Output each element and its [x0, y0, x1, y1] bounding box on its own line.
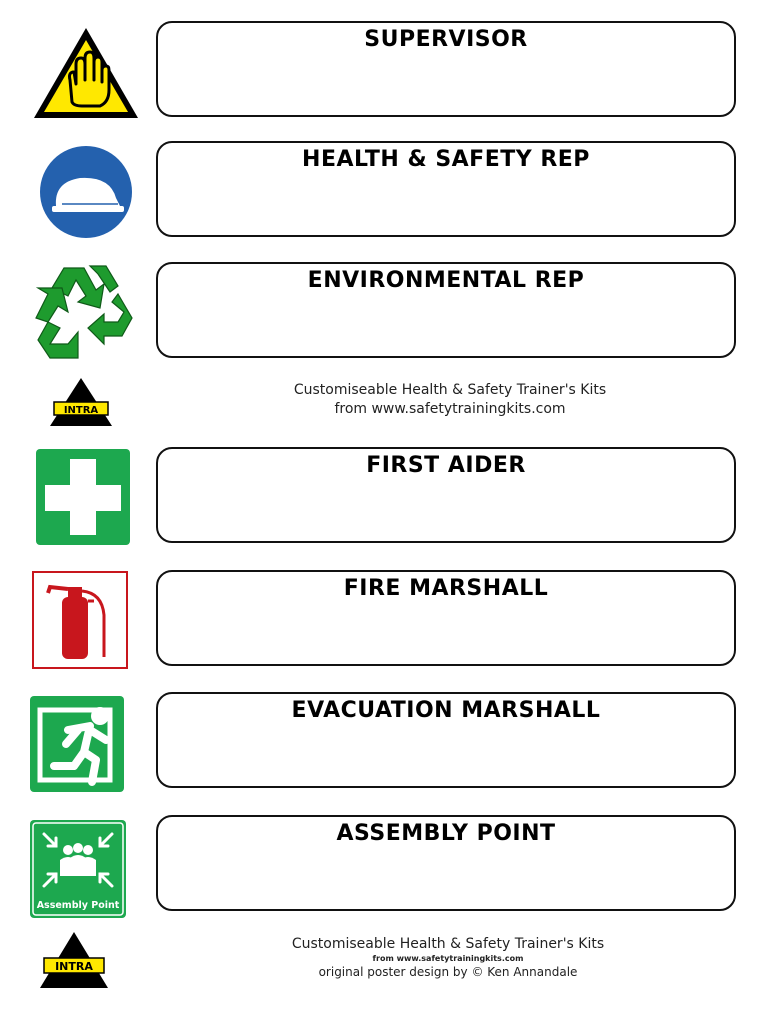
assembly-point-icon: [30, 820, 126, 918]
role-title: ASSEMBLY POINT: [336, 821, 556, 846]
intra-logo-text: INTRA: [55, 960, 93, 973]
credit-line: from www.safetytrainingkits.com: [334, 401, 566, 417]
health-safety-rep-box: [156, 141, 736, 237]
hard-hat-mandatory-icon: [38, 144, 134, 240]
fire-marshall-box: [156, 570, 736, 666]
intra-logo-text: INTRA: [63, 405, 99, 416]
intra-logo-icon: [38, 930, 110, 990]
role-title: FIRST AIDER: [366, 453, 526, 478]
role-title: SUPERVISOR: [364, 27, 528, 52]
intra-logo-icon: [48, 376, 114, 428]
environmental-rep-box: [156, 262, 736, 358]
credit-mid: [160, 381, 740, 419]
credit-bottom: [158, 935, 738, 980]
role-title: HEALTH & SAFETY REP: [302, 147, 590, 172]
fire-extinguisher-icon: [32, 571, 128, 669]
running-man-exit-icon: [30, 696, 124, 792]
credit-line: Customiseable Health & Safety Trainer's Kits: [291, 936, 605, 952]
supervisor-box: [156, 21, 736, 117]
assembly-point-box: [156, 815, 736, 911]
first-aid-cross-icon: [36, 449, 130, 545]
first-aider-box: [156, 447, 736, 543]
role-title: ENVIRONMENTAL REP: [307, 268, 585, 293]
recycle-icon: [34, 262, 136, 362]
credit-url-small: from www.safetytrainingkits.com: [372, 954, 524, 963]
credit-line: Customiseable Health & Safety Trainer's Kits: [293, 382, 607, 398]
credit-author: original poster design by © Ken Annandale: [318, 965, 578, 979]
evacuation-marshall-box: [156, 692, 736, 788]
role-title: EVACUATION MARSHALL: [291, 698, 601, 723]
role-title: FIRE MARSHALL: [343, 576, 549, 601]
hand-stop-warning-icon: [30, 24, 142, 122]
assembly-point-label: Assembly Point: [36, 900, 120, 911]
